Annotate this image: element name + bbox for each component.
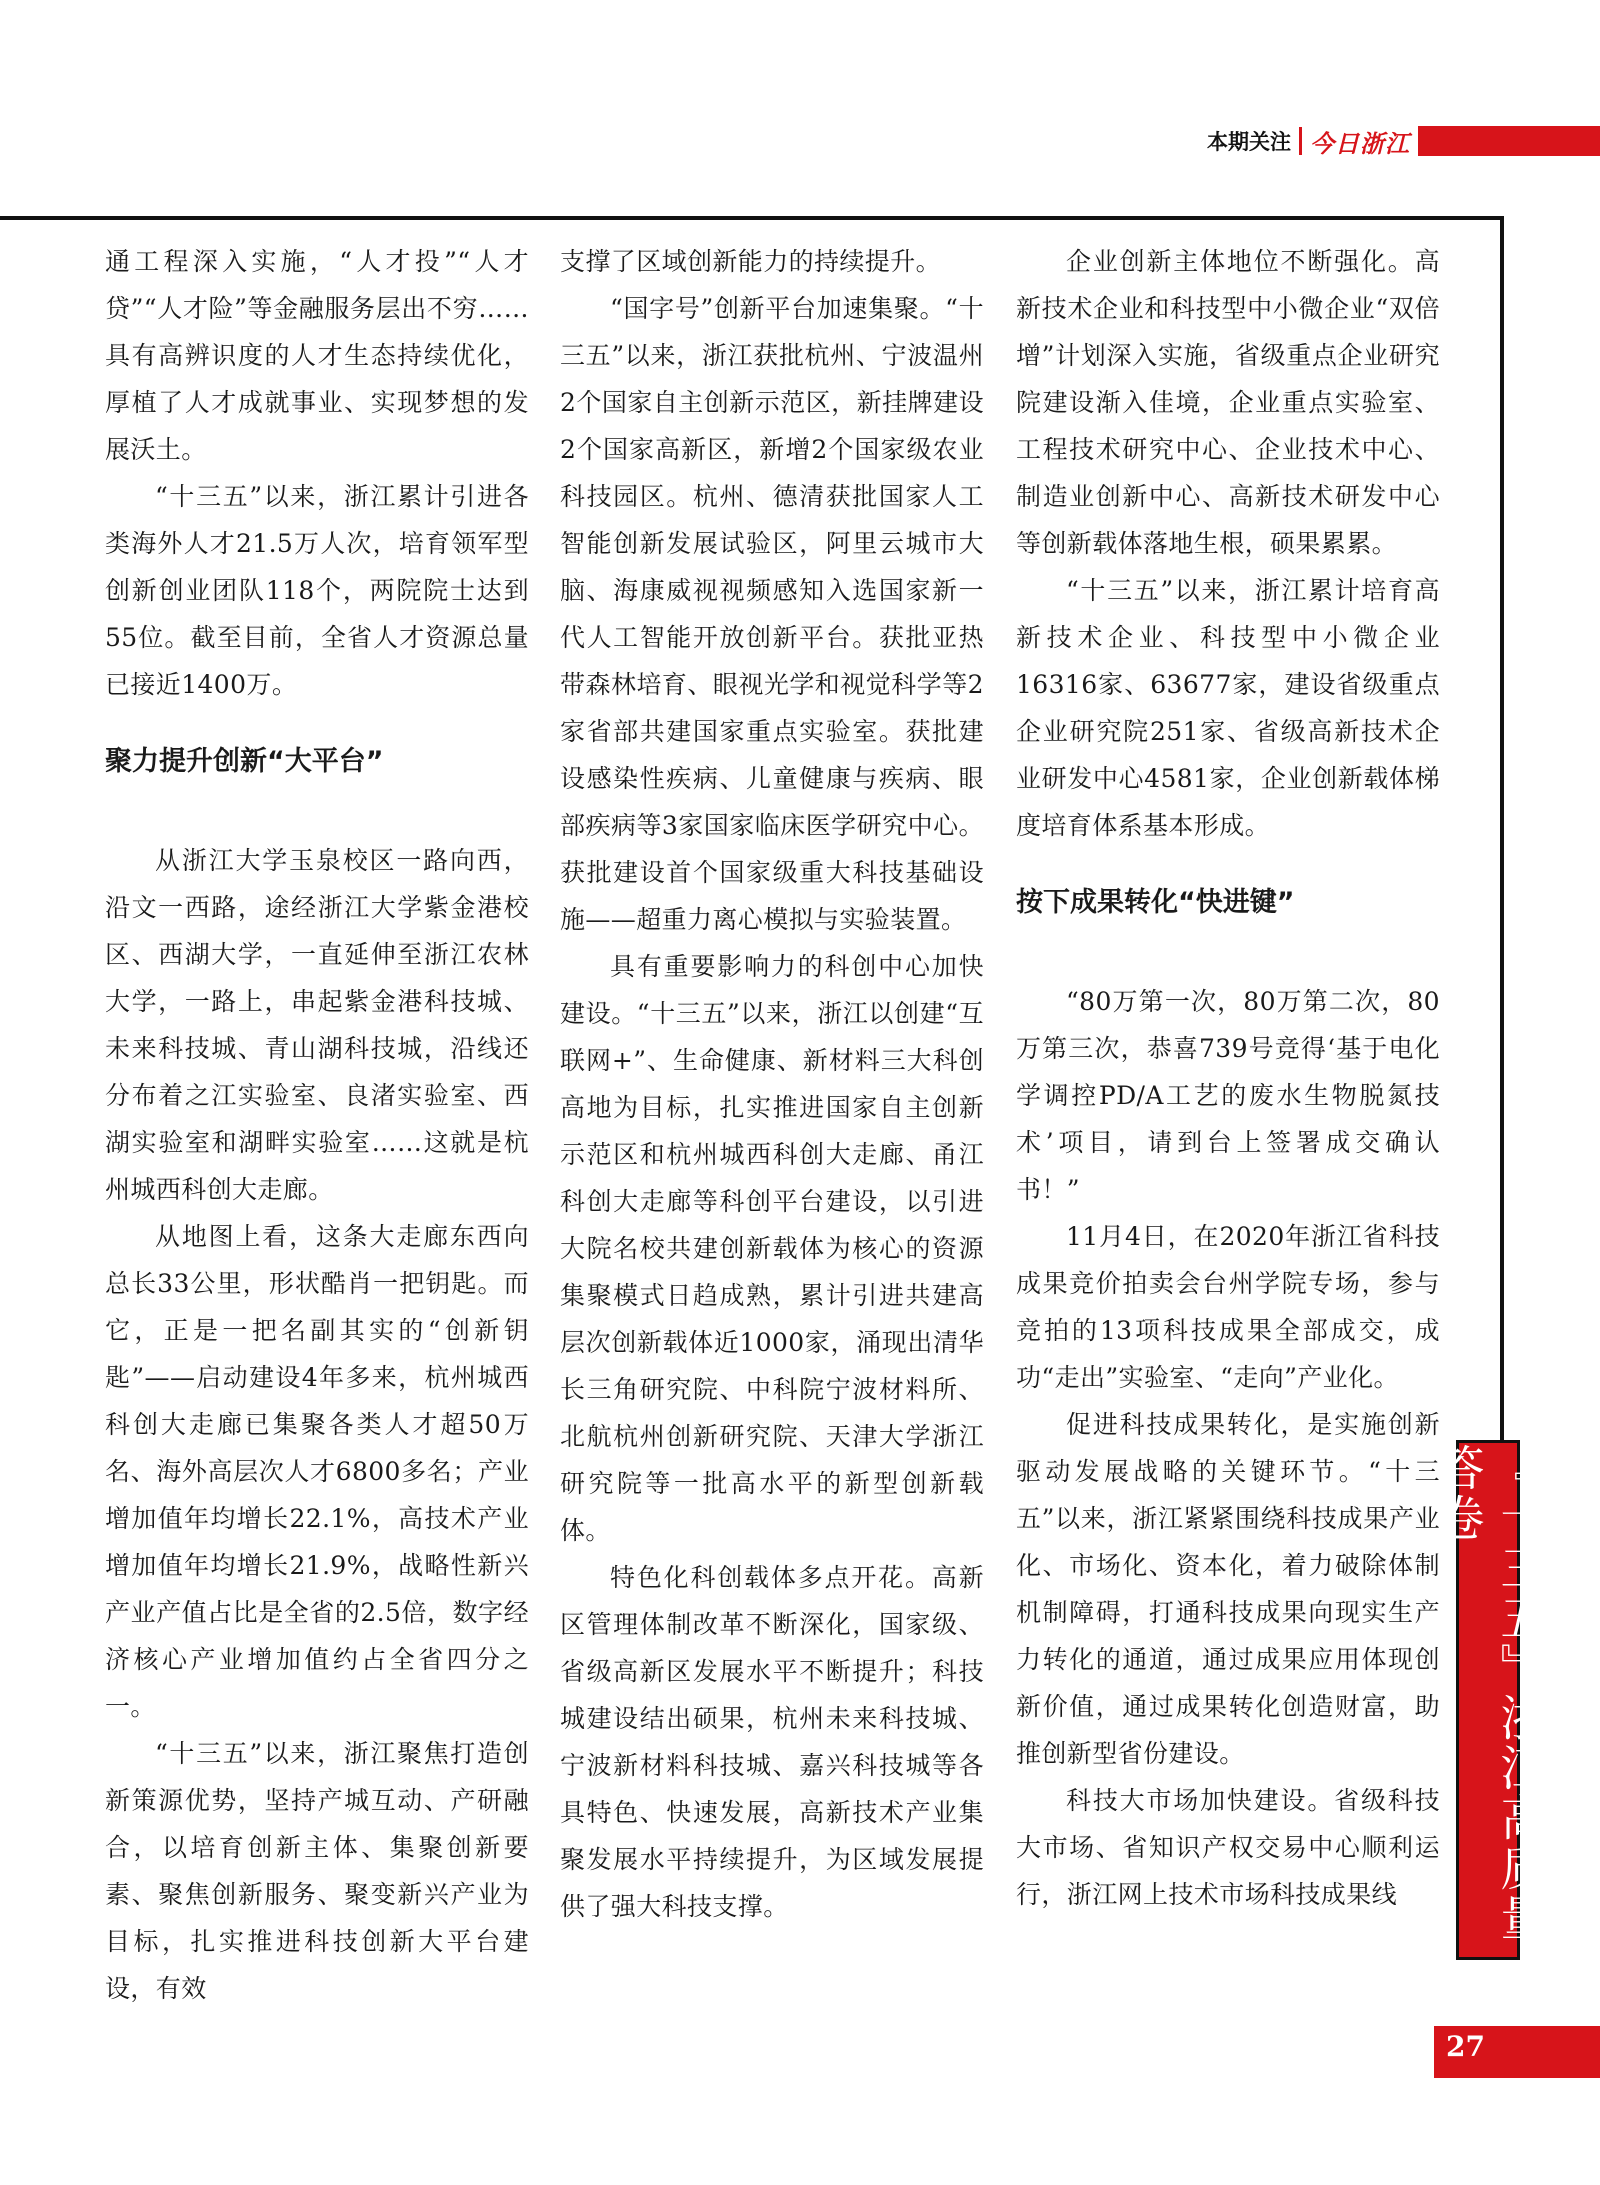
- section-heading: 按下成果转化“快进键”: [1016, 887, 1295, 918]
- side-banner: 『十三五』浙江高质量答卷: [1456, 1440, 1520, 1960]
- paragraph: 11月4日，在2020年浙江省科技成果竞价拍卖会台州学院专场，参与竞拍的13项科技成果全部成交，成功“走出”实验室、“走向”产业化。: [1016, 1222, 1440, 1392]
- paragraph: 支撑了区域创新能力的持续提升。: [560, 247, 942, 276]
- section-label: 本期关注: [1207, 130, 1291, 154]
- paragraph: “国字号”创新平台加速集聚。“十三五”以来，浙江获批杭州、宁波温州2个国家自主创新示范区，新挂牌建设2个国家高新区，新增2个国家级农业科技园区。杭州、德清获批国家人工智能创新发展试验区，阿里云城市大脑、海康威视视频感知入选国家新一代人工智能开放创新平台。获批亚热带森林培育、眼视光学和视觉科学等2家省部共建国家重点实验室。获批建设感染性疾病、儿童健康与疾病、眼部疾病等3家国家临床医学研究中心。获批建设首个国家级重大科技基础设施——超重力离心模拟与实验装置。: [560, 294, 984, 934]
- page-header: [1207, 124, 1600, 158]
- text-column-2: [560, 238, 984, 1930]
- paragraph: 具有重要影响力的科创中心加快建设。“十三五”以来，浙江以创建“互联网+”、生命健康、新材料三大科创高地为目标，扎实推进国家自主创新示范区和杭州城西科创大走廊、甬江科创大走廊等科创平台建设，以引进大院名校共建创新载体为核心的资源集聚模式日趋成熟，累计引进共建高层次创新载体近1000家，涌现出清华长三角研究院、中科院宁波材料所、北航杭州创新研究院、天津大学浙江研究院等一批高水平的新型创新载体。: [560, 952, 984, 1545]
- text-column-3: [1016, 238, 1440, 1918]
- paragraph: “十三五”以来，浙江聚焦打造创新策源优势，坚持产城互动、产研融合，以培育创新主体、集聚创新要素、聚焦创新服务、聚变新兴产业为目标，扎实推进科技创新大平台建设，有效: [105, 1739, 529, 2003]
- paragraph: “十三五”以来，浙江累计培育高新技术企业、科技型中小微企业16316家、63677家，建设省级重点企业研究院251家、省级高新技术企业研发中心4581家，企业创新载体梯度培育体系基本形成。: [1016, 576, 1440, 840]
- paragraph: “十三五”以来，浙江累计引进各类海外人才21.5万人次，培育领军型创新创业团队118个，两院院士达到55位。截至目前，全省人才资源总量已接近1400万。: [105, 482, 529, 699]
- page-number: 27: [1446, 2030, 1485, 2063]
- paragraph: 科技大市场加快建设。省级科技大市场、省知识产权交易中心顺利运行，浙江网上技术市场科技成果线: [1016, 1786, 1440, 1909]
- text-column-1: [105, 238, 529, 2012]
- section-heading: 聚力提升创新“大平台”: [105, 746, 384, 777]
- magazine-logo: 今日浙江: [1310, 128, 1410, 158]
- paragraph: “80万第一次，80万第二次，80万第三次，恭喜739号竞得‘基于电化学调控PD/A工艺的废水生物脱氮技术’项目，请到台上签署成交确认书！”: [1016, 987, 1440, 1204]
- paragraph: 通工程深入实施，“人才投”“人才贷”“人才险”等金融服务层出不穷……具有高辨识度的人才生态持续优化，厚植了人才成就事业、实现梦想的发展沃土。: [105, 247, 529, 464]
- paragraph: 促进科技成果转化，是实施创新驱动发展战略的关键环节。“十三五”以来，浙江紧紧围绕科技成果产业化、市场化、资本化，着力破除体制机制障碍，打通科技成果向现实生产力转化的通道，通过成果应用体现创新价值，通过成果转化创造财富，助推创新型省份建设。: [1016, 1410, 1440, 1768]
- frame-right-line: [1500, 216, 1504, 1440]
- paragraph: 从地图上看，这条大走廊东西向总长33公里，形状酷肖一把钥匙。而它，正是一把名副其实的“创新钥匙”——启动建设4年多来，杭州城西科创大走廊已集聚各类人才超50万名、海外高层次人才6800多名；产业增加值年均增长22.1%，高技术产业增加值年均增长21.9%，战略性新兴产业产值占比是全省的2.5倍，数字经济核心产业增加值约占全省四分之一。: [105, 1222, 529, 1721]
- frame-top-line: [0, 216, 1503, 220]
- header-divider: [1299, 127, 1302, 155]
- header-red-bar: [1418, 126, 1600, 156]
- paragraph: 特色化科创载体多点开花。高新区管理体制改革不断深化，国家级、省级高新区发展水平不断提升；科技城建设结出硕果，杭州未来科技城、宁波新材料科技城、嘉兴科技城等各具特色、快速发展，高新技术产业集聚发展水平持续提升，为区域发展提供了强大科技支撑。: [560, 1563, 984, 1921]
- paragraph: 从浙江大学玉泉校区一路向西，沿文一西路，途经浙江大学紫金港校区、西湖大学，一直延伸至浙江农林大学，一路上，串起紫金港科技城、未来科技城、青山湖科技城，沿线还分布着之江实验室、良渚实验室、西湖实验室和湖畔实验室……这就是杭州城西科创大走廊。: [105, 846, 529, 1204]
- paragraph: 企业创新主体地位不断强化。高新技术企业和科技型中小微企业“双倍增”计划深入实施，省级重点企业研究院建设渐入佳境，企业重点实验室、工程技术研究中心、企业技术中心、制造业创新中心、高新技术研发中心等创新载体落地生根，硕果累累。: [1016, 247, 1440, 558]
